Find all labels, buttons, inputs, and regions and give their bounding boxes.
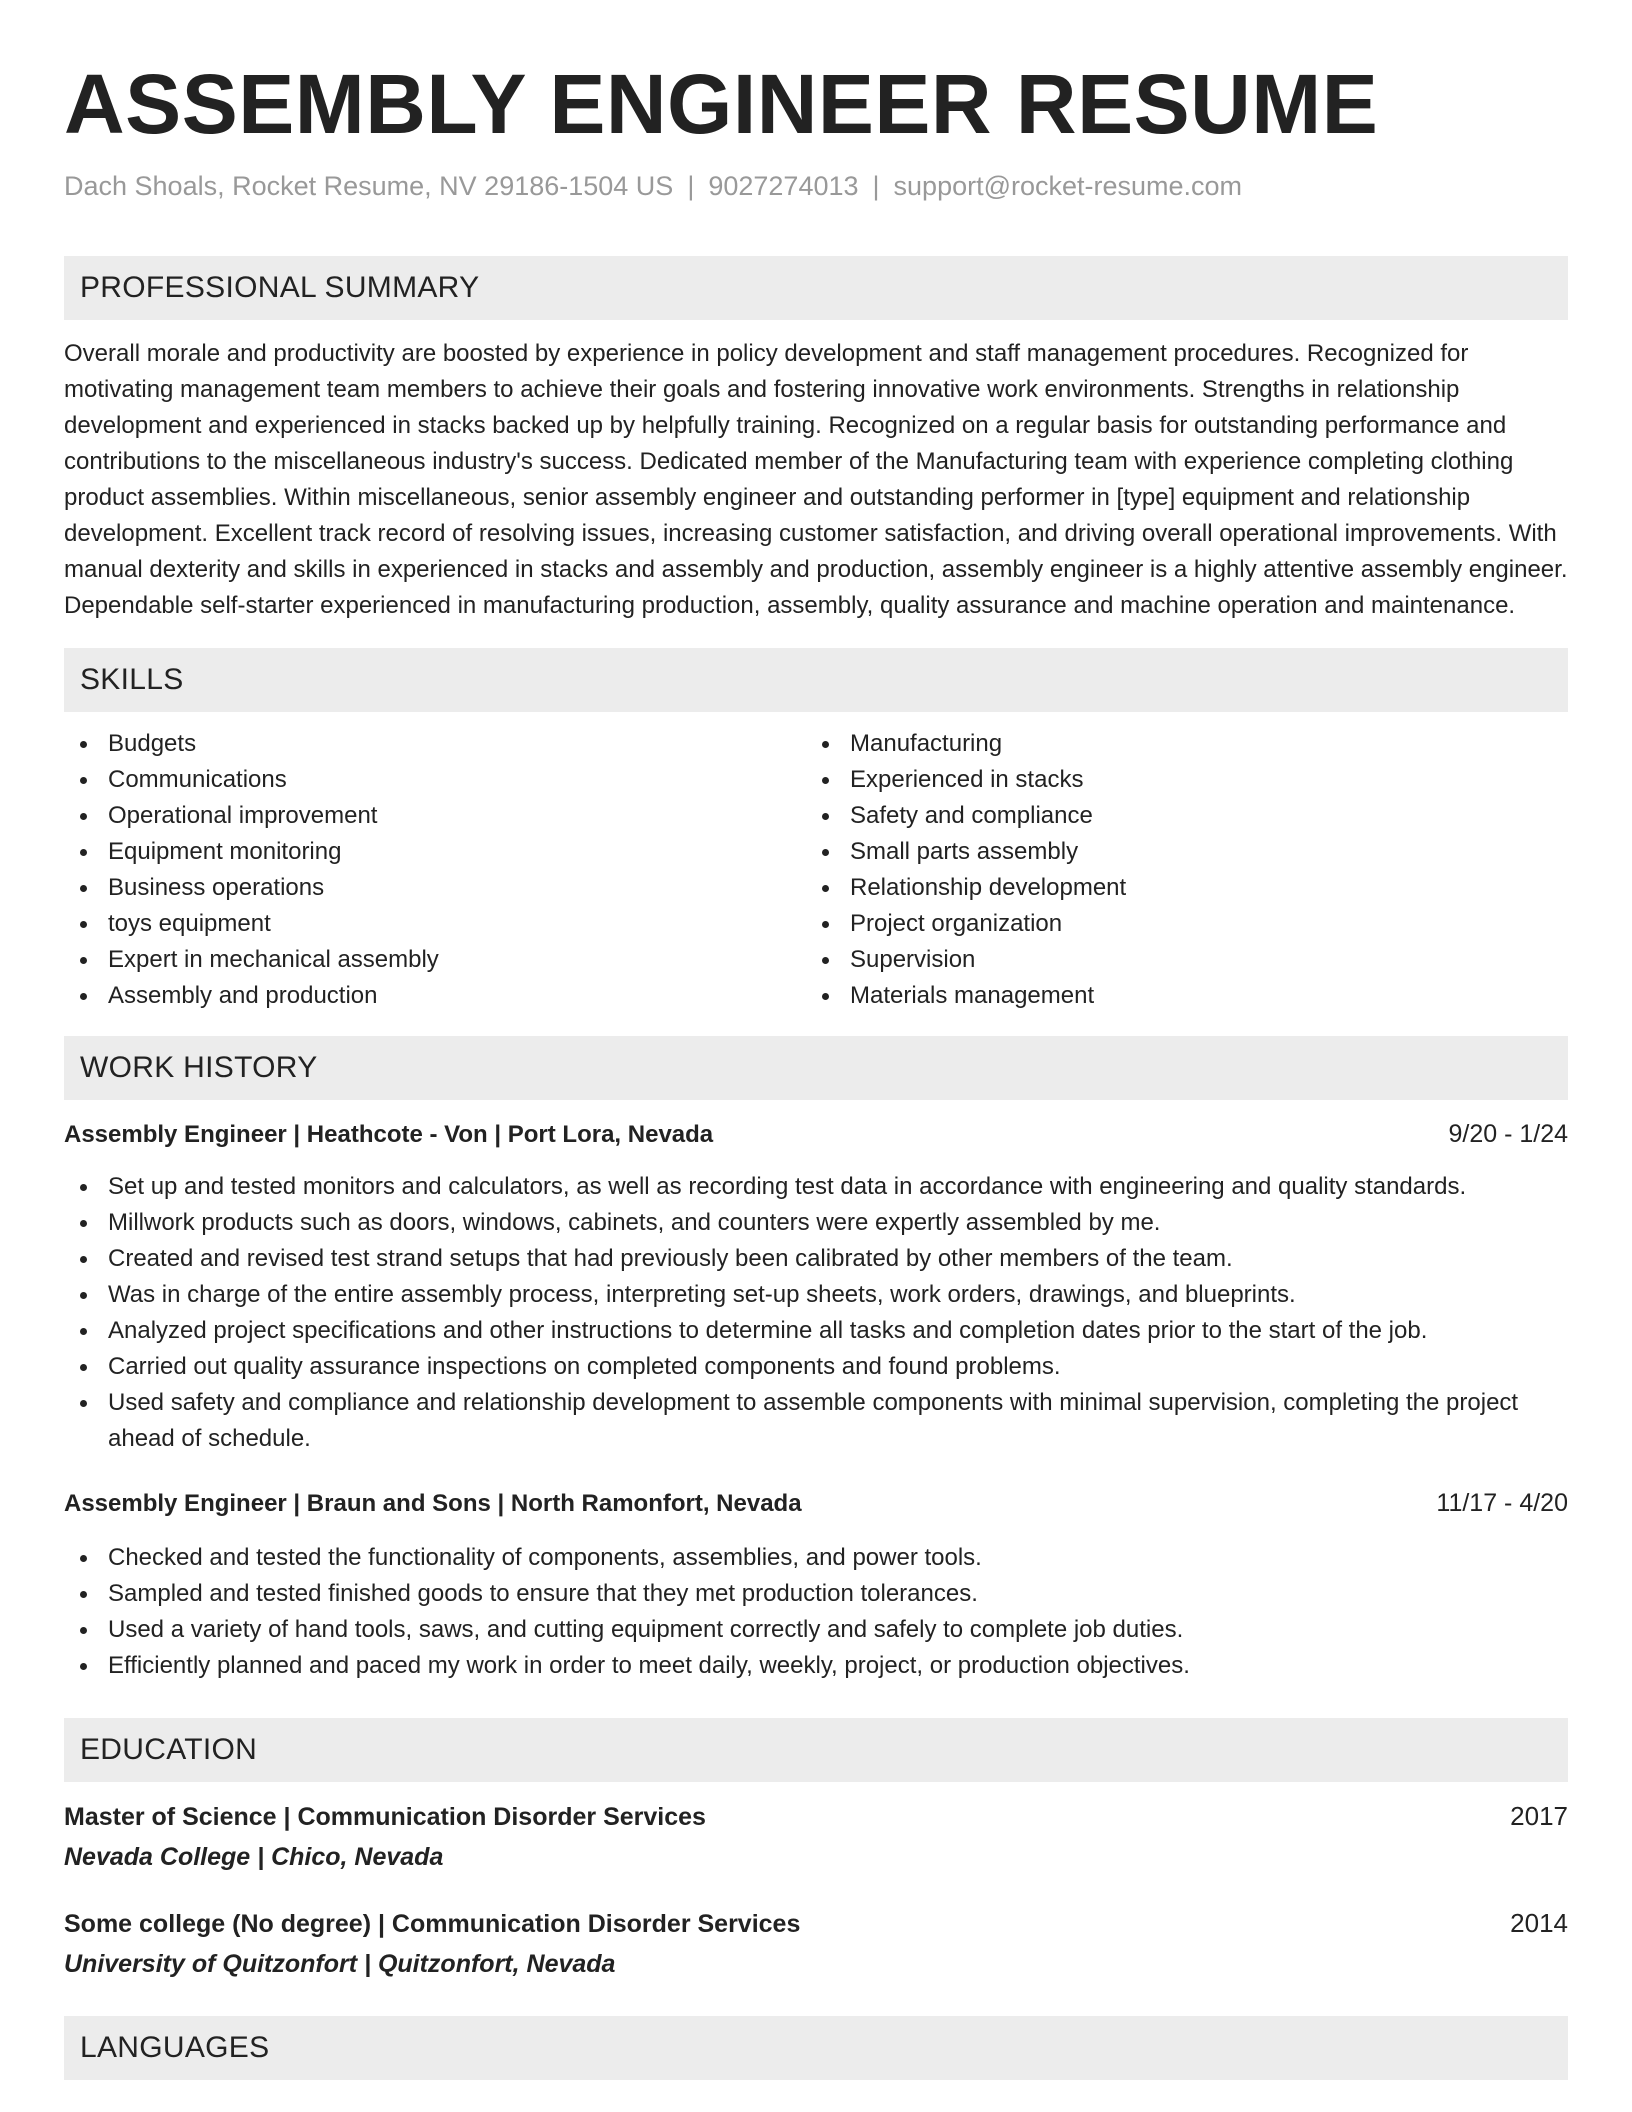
education-degree: Master of Science | Communication Disorder Services	[64, 1803, 706, 1831]
section-title: PROFESSIONAL SUMMARY	[80, 271, 480, 304]
section-header-summary	[64, 256, 1568, 320]
skill-item: Supervision	[806, 942, 1548, 978]
job-bullet: Used a variety of hand tools, saws, and cutting equipment correctly and safely to complete job duties.	[64, 1612, 1568, 1648]
education-header	[64, 1905, 1568, 1942]
job-header	[64, 1485, 1568, 1522]
skill-item: Business operations	[64, 870, 806, 906]
skill-item: Budgets	[64, 726, 806, 762]
job-bullet: Carried out quality assurance inspections on completed components and found problems.	[64, 1349, 1568, 1385]
education-degree: Some college (No degree) | Communication Disorder Services	[64, 1910, 801, 1938]
job-bullets	[64, 1540, 1568, 1684]
education-entry	[64, 1798, 1568, 1875]
education-school: University of Quitzonfort | Quitzonfort, Nevada	[64, 1950, 616, 1978]
section-title: WORK HISTORY	[80, 1051, 318, 1084]
job-bullet: Used safety and compliance and relationship development to assemble components with minimal supervision, completing the project ahead of schedule.	[64, 1385, 1568, 1457]
job-bullet: Sampled and tested finished goods to ensure that they met production tolerances.	[64, 1576, 1568, 1612]
education-header	[64, 1798, 1568, 1835]
skill-item: Materials management	[806, 978, 1548, 1014]
skills-grid	[64, 726, 1568, 1014]
contact-phone: 9027274013	[708, 171, 859, 201]
job-bullet: Efficiently planned and paced my work in order to meet daily, weekly, project, or production objectives.	[64, 1648, 1568, 1684]
section-title: SKILLS	[80, 663, 184, 696]
skill-item: Expert in mechanical assembly	[64, 942, 806, 978]
job-bullet: Analyzed project specifications and other instructions to determine all tasks and completion dates prior to the start of the job.	[64, 1313, 1568, 1349]
education-entry	[64, 1905, 1568, 1982]
section-header-skills	[64, 648, 1568, 712]
resume-title: ASSEMBLY ENGINEER RESUME	[64, 57, 1379, 151]
education-school: Nevada College | Chico, Nevada	[64, 1843, 444, 1871]
education-year: 2014	[1510, 1908, 1568, 1938]
job-bullet: Was in charge of the entire assembly process, interpreting set-up sheets, work orders, drawings, and blueprints.	[64, 1277, 1568, 1313]
skill-item: Safety and compliance	[806, 798, 1548, 834]
section-title: EDUCATION	[80, 1733, 258, 1766]
job-title: Assembly Engineer | Braun and Sons | North Ramonfort, Nevada	[64, 1490, 802, 1517]
contact-email: support@rocket-resume.com	[893, 171, 1243, 201]
job-entry	[64, 1485, 1568, 1684]
job-bullets	[64, 1169, 1568, 1457]
skill-item: Manufacturing	[806, 726, 1548, 762]
skill-item: Small parts assembly	[806, 834, 1548, 870]
skill-item: Communications	[64, 762, 806, 798]
education-year: 2017	[1510, 1801, 1568, 1831]
skills-column-right	[806, 726, 1548, 1014]
skill-item: Experienced in stacks	[806, 762, 1548, 798]
contact-separator: |	[687, 171, 695, 201]
job-bullet: Created and revised test strand setups that had previously been calibrated by other members of the team.	[64, 1241, 1568, 1277]
contact-address: Dach Shoals, Rocket Resume, NV 29186-1504 US	[64, 171, 674, 201]
job-title: Assembly Engineer | Heathcote - Von | Port Lora, Nevada	[64, 1121, 714, 1148]
contact-separator: |	[872, 171, 880, 201]
job-header	[64, 1116, 1568, 1153]
job-entry	[64, 1116, 1568, 1457]
section-header-work-history	[64, 1036, 1568, 1100]
job-bullet: Millwork products such as doors, windows, cabinets, and counters were expertly assembled by me.	[64, 1205, 1568, 1241]
skills-column-left	[64, 726, 806, 1014]
skill-item: toys equipment	[64, 906, 806, 942]
skill-item: Assembly and production	[64, 978, 806, 1014]
skill-item: Project organization	[806, 906, 1548, 942]
job-bullet: Set up and tested monitors and calculators, as well as recording test data in accordance with engineering and quality standards.	[64, 1169, 1568, 1205]
skill-item: Operational improvement	[64, 798, 806, 834]
contact-line	[64, 168, 1568, 204]
job-bullet: Checked and tested the functionality of components, assemblies, and power tools.	[64, 1540, 1568, 1576]
job-dates: 11/17 - 4/20	[1436, 1489, 1568, 1517]
summary-text: Overall morale and productivity are boosted by experience in policy development and staff management procedures. Recognized for motivating management team members to achieve their goals and fostering innovative work environments. Strengths in relationship development and experienced in stacks backed up by helpfully training. Recognized on a regular basis for outstanding performance and contributions to the miscellaneous industry's success. Dedicated member of the Manufacturing team with experience completing clothing product assemblies. Within miscellaneous, senior assembly engineer and outstanding performer in [type] equipment and relationship development. Excellent track record of resolving issues, increasing customer satisfaction, and driving overall operational improvements. With manual dexterity and skills in experienced in stacks and assembly and production, assembly engineer is a highly attentive assembly engineer. Dependable self-starter experienced in manufacturing production, assembly, quality assurance and machine operation and maintenance.	[64, 340, 1568, 619]
section-title: LANGUAGES	[80, 2031, 270, 2064]
skill-item: Equipment monitoring	[64, 834, 806, 870]
section-header-languages	[64, 2016, 1568, 2080]
section-header-education	[64, 1718, 1568, 1782]
skill-item: Relationship development	[806, 870, 1548, 906]
job-dates: 9/20 - 1/24	[1448, 1120, 1568, 1148]
